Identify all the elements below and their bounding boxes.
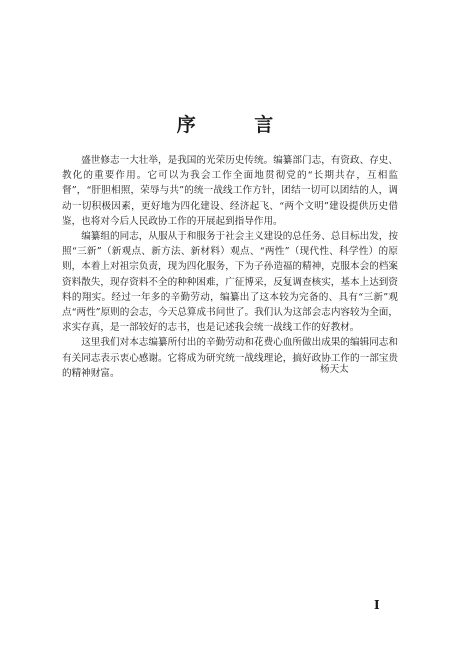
paragraph-2: 编纂组的同志，从服从于和服务于社会主义建设的总任务、总目标出发，按照“三新”（新观点、新方法、新材料）观点、“两性”（现代性、科学性）的原则，本着上对祖宗负责，现为四化服务，下为子孙造福的精神，克服本会的档案资料散失，现存资料不全的种种困难，广征博采，反复调查核实，基本上达到资料的翔实。经过一年多的辛勤劳动，编纂出了这本较为完备的、具有“三新”观点“两性”原则的会志，今天总算成书问世了。我们认为这部会志内容较为全面，求实存真，是一部较好的志书，也是记述我会统一战线工作的好教材。 [62, 231, 398, 334]
paragraph-1: 盛世修志一大壮举，是我国的光荣历史传统。编纂部门志，有资政、存史、教化的重要作用。它可以为我会工作全面地贯彻党的“长期共存，互相监督”，“肝胆相照，荣辱与共”的统一战线工作方针，团结一切可以团结的人，调动一切积极因素，更好地为四化建设、经济起飞、“两个文明”建设提供历史借鉴，也将对今后人民政协工作的开展起到指导作用。 [62, 155, 398, 227]
page-title: 序 言 [176, 114, 300, 136]
preface-body [62, 153, 398, 381]
paragraph-3: 这里我们对本志编纂所付出的辛勤劳动和花费心血所做出成果的编辑同志和有关同志表示衷心感谢。它将成为研究统一战线理论，搞好政协工作的一部宝贵的精神财富。 [62, 337, 398, 379]
page-number: I [374, 598, 380, 612]
author-signature: 杨天太 [320, 364, 349, 375]
